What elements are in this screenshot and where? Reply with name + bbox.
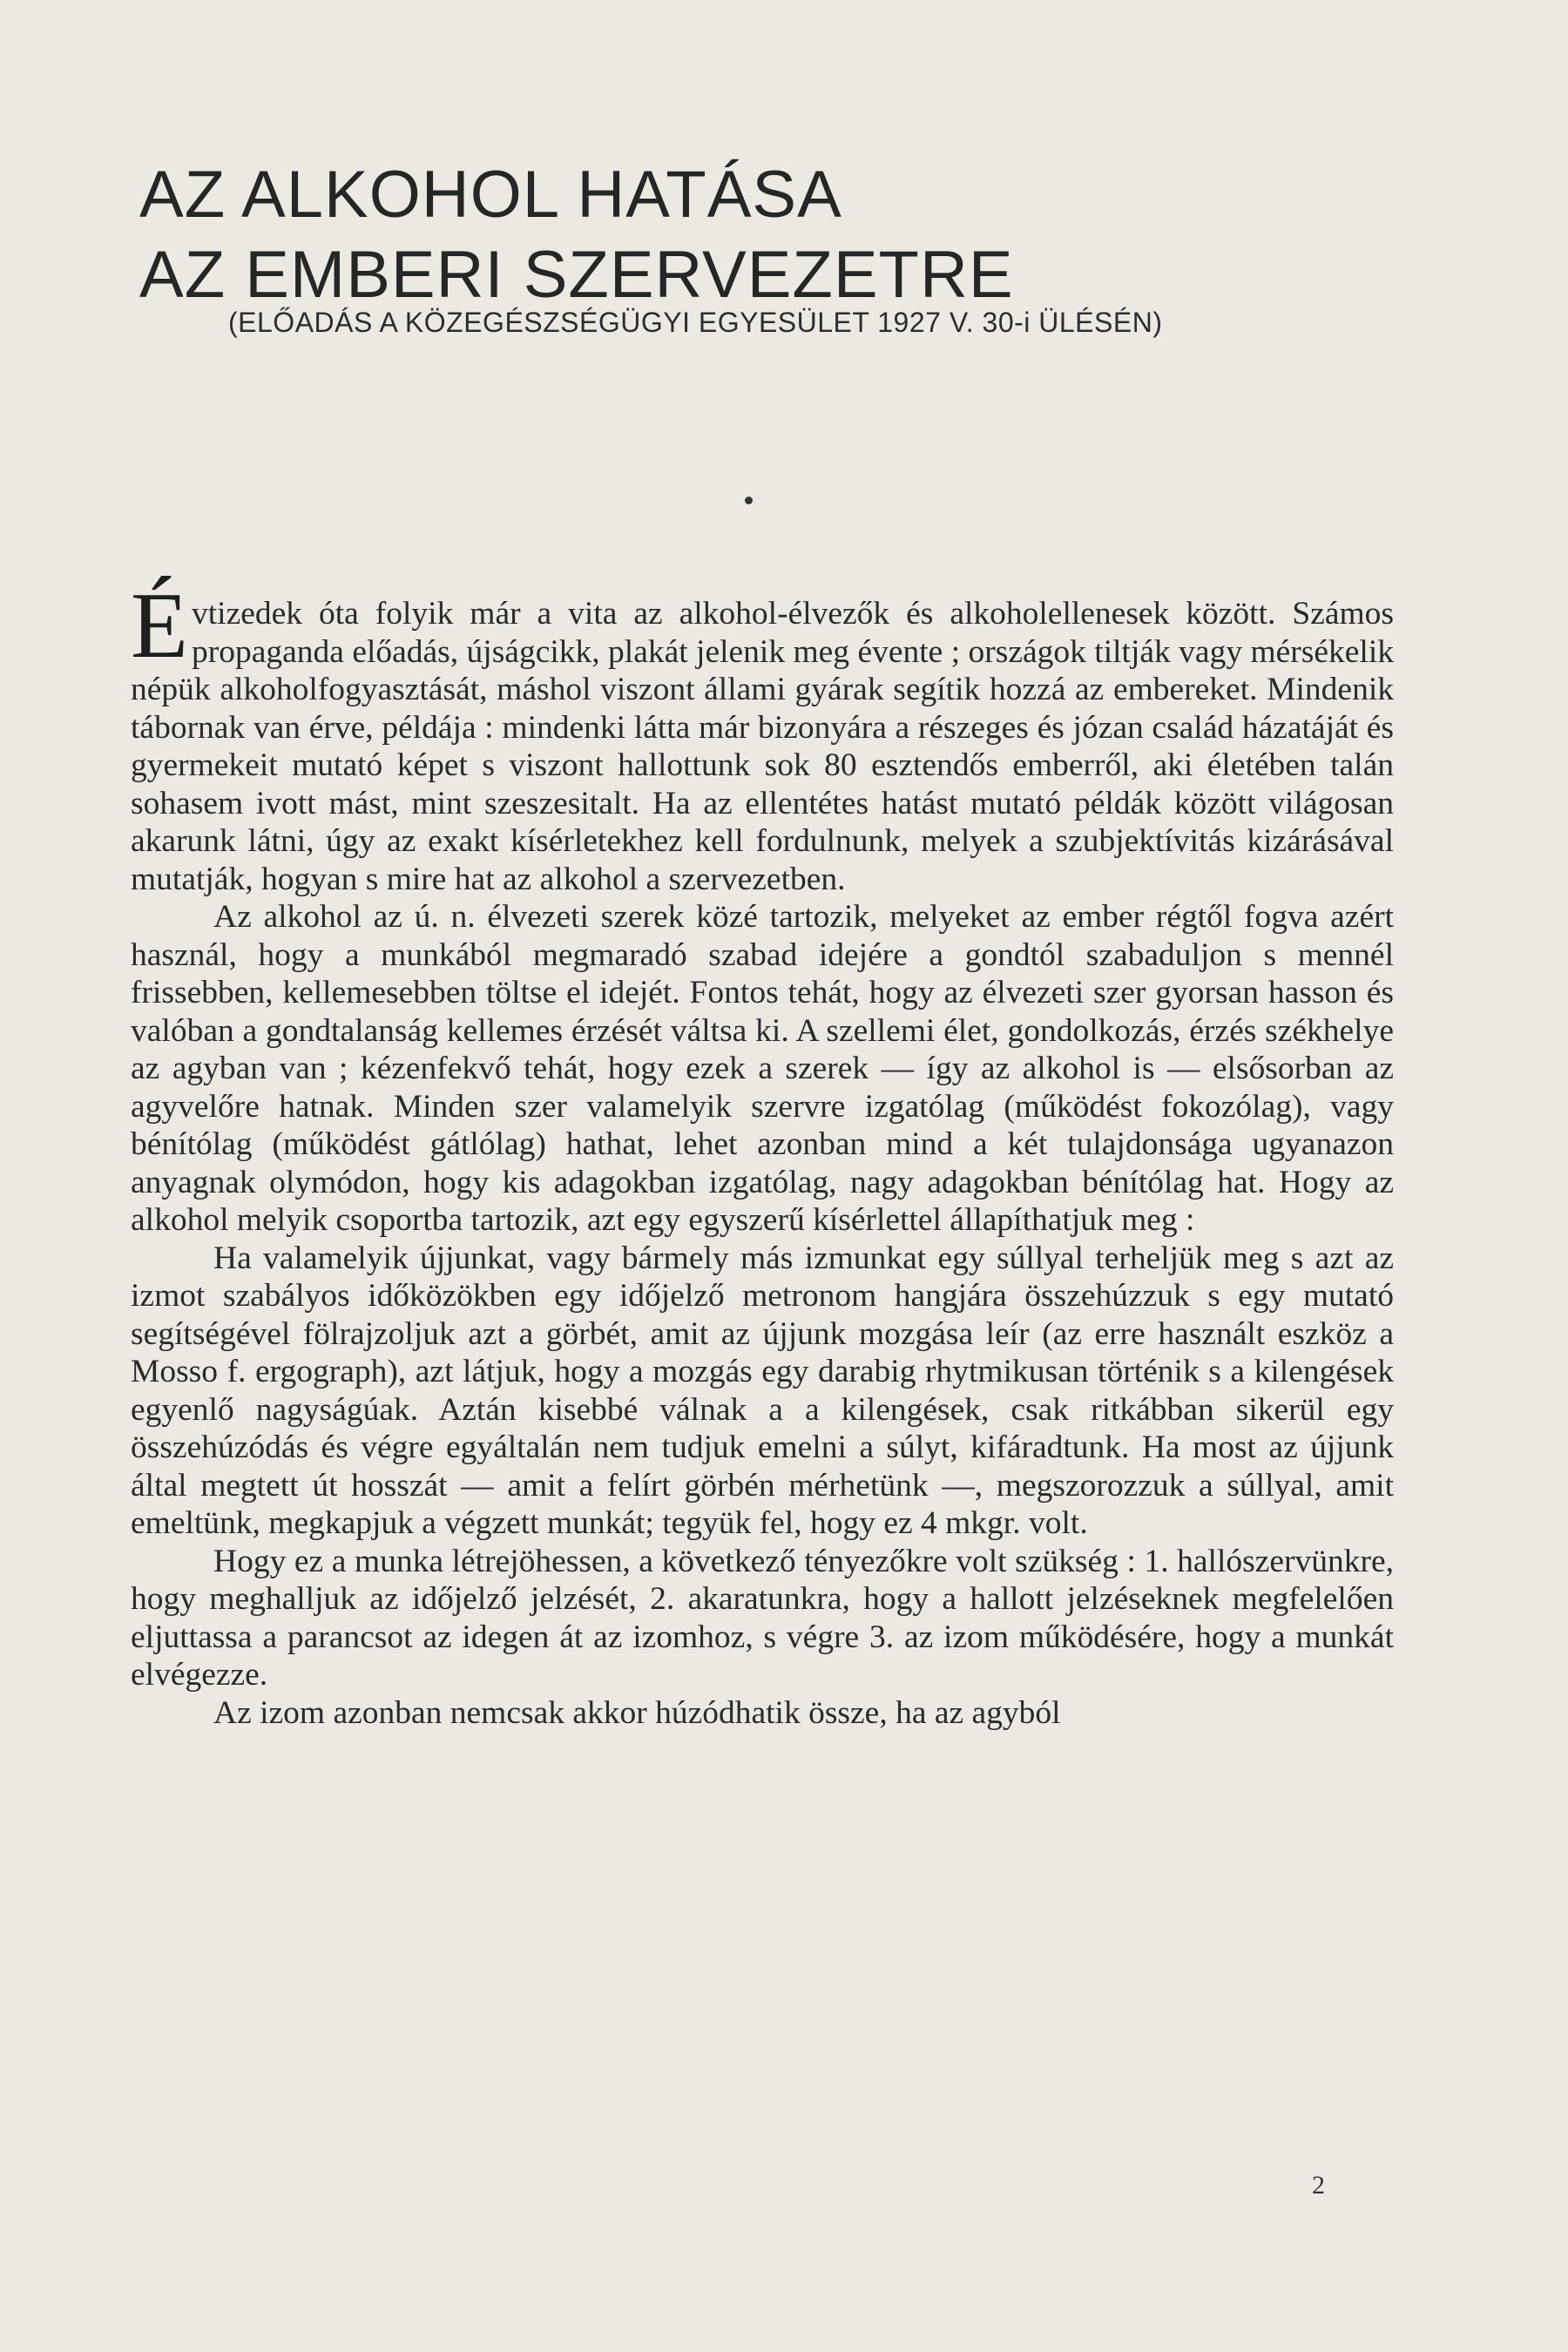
paragraph-4: Hogy ez a munka létrejöhessen, a következő tényezőkre volt szükség : 1. hallószervünkre, hogy meghalljuk az időjelző jelzését, 2. akaratunkra, hogy a hallott jelzéseknek megfelelően eljuttassa a parancsot az idegen át az izomhoz, s végre 3. az izom működésére, hogy a munkát elvégezze. (131, 1543, 1394, 1693)
paragraph-1-text: vtizedek óta folyik már a vita az alkohol-élvezők és alkoholellenesek között. Számos propaganda előadás, újságcikk, plakát jelenik meg évente ; országok tiltják vagy mérsékelik népük alkoholfogyasztását, máshol viszont állami gyárak segítik hozzá az embereket. Mindenik tábornak van érve, példája : mindenki látta már bizonyára a részeges és józan család házatáját és gyermekeit mutató képet s viszont hallottunk sok 80 esztendős emberről, aki életében talán sohasem ivott mást, mint szeszesitalt. Ha az ellentétes hatást mutató példák között világosan akarunk látni, úgy az exakt kísérletekhez kell fordulnunk, melyek a szubjektívitás kizárásával mutatják, hogyan s mire hat az alkohol a szervezetben. (131, 596, 1394, 897)
paragraph-2: Az alkohol az ú. n. élvezeti szerek közé tartozik, melyeket az ember régtől fogva azért használ, hogy a munkából megmaradó szabad idejére a gondtól szabaduljon s mennél frissebben, kellemesebben töltse el idejét. Fontos tehát, hogy az élvezeti szer gyorsan hasson és valóban a gondtalanság kellemes érzését váltsa ki. A szellemi élet, gondolkozás, érzés székhelye az agyban van ; kézenfekvő tehát, hogy ezek a szerek — így az alkohol is — elsősorban az agyvelőre hatnak. Minden szer valamelyik szervre izgatólag (működést fokozólag), vagy bénítólag (működést gátlólag) hathat, lehet azonban mind a két tulajdonsága ugyanazon anyagnak olymódon, hogy kis adagokban izgatólag, nagy adagokban bénítólag hat. Hogy az alkohol melyik csoportba tartozik, azt egy egyszerű kísérlettel állapíthatjuk meg : (131, 899, 1394, 1238)
paragraph-5: Az izom azonban nemcsak akkor húzódhatik össze, ha az agyból (213, 1694, 1061, 1731)
paragraph-1 (131, 574, 1394, 898)
paragraph-3: Ha valamelyik újjunkat, vagy bármely más izmunkat egy súllyal terheljük meg s azt az izmot szabályos időközökben egy időjelző metronom hangjára összehúzzuk s egy mutató segítségével fölrajzoljuk azt a görbét, amit az újjunk mozgása leír (az erre használt eszköz a Mosso f. ergograph), azt látjuk, hogy a mozgás egy darabig rhytmikusan történik s a kilengések egyenlő nagyságúak. Aztán kisebbé válnak a a kilengések, csak ritkábban sikerül egy összehúzódás és végre egyáltalán nem tudjuk emelni a súlyt, kifáradtunk. Ha most az újjunk által megtett út hosszát — amit a felírt görbén mérhetünk —, megszorozzuk a súllyal, amit emeltünk, megkapjuk a végzett munkát; tegyük fel, hogy ez 4 mkgr. volt. (131, 1240, 1394, 1541)
drop-cap: É (131, 574, 188, 678)
separator-dot (745, 497, 753, 504)
title-line-2: AZ EMBERI SZERVEZETRE (139, 238, 1014, 312)
title-line-1: AZ ALKOHOL HATÁSA (139, 158, 842, 232)
drop-cap-container (131, 574, 188, 678)
article-subtitle: (ELŐADÁS A KÖZEGÉSZSÉGÜGYI EGYESÜLET 1927 V. 30-i ÜLÉSÉN) (228, 307, 1163, 338)
page-number: 2 (1312, 2171, 1325, 2200)
article-title (139, 155, 1014, 315)
article-body (131, 574, 1394, 1732)
